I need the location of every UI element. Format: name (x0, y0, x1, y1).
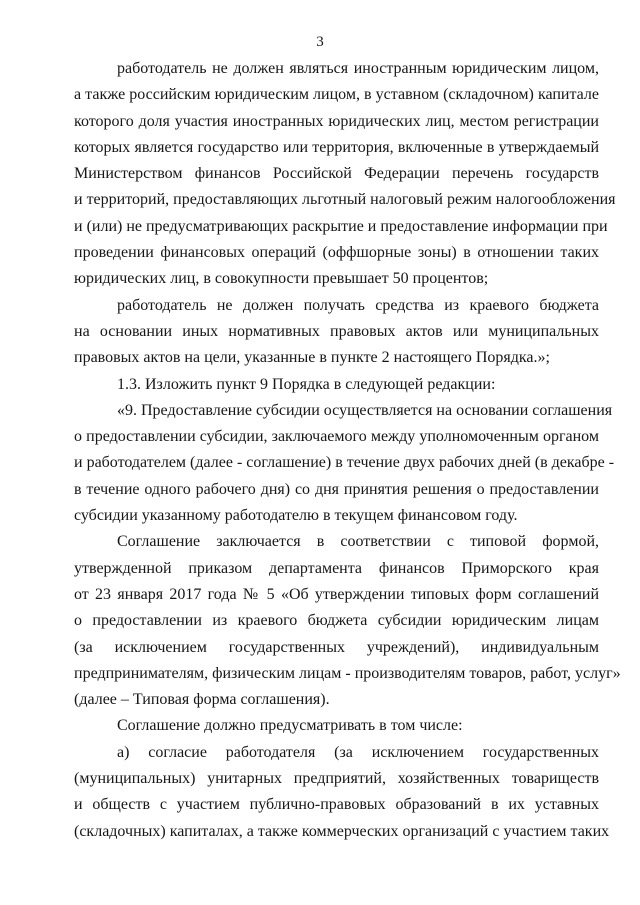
document-body (74, 56, 621, 845)
text-line: «9. Предоставление субсидии осуществляется на основании соглашения (117, 401, 613, 419)
page-number: 3 (316, 34, 324, 50)
text-line: (складочных) капиталах, а также коммерческих организаций с участием таких (74, 822, 610, 840)
text-line: (за исключением государственных учреждений), индивидуальным (74, 638, 599, 656)
text-line: и территорий, предоставляющих льготный налоговый режим налогообложения (74, 191, 616, 209)
text-line: Соглашение должно предусматривать в том числе: (117, 717, 463, 735)
text-line: и обществ с участием публично-правовых образований в их уставных (74, 796, 599, 814)
text-line: Соглашение заключается в соответствии с типовой формой, (117, 533, 599, 551)
text-line: на основании иных нормативных правовых актов или муниципальных (74, 322, 599, 340)
text-line: правовых актов на цели, указанные в пункте 2 настоящего Порядка.»; (74, 349, 550, 367)
text-line: утвержденной приказом департамента финансов Приморского края (74, 559, 599, 577)
text-line: работодатель не должен получать средства из краевого бюджета (117, 296, 599, 314)
text-line: юридических лиц, в совокупности превышает 50 процентов; (74, 270, 489, 288)
text-line: о предоставлении субсидии, заключаемого между уполномоченным органом (74, 428, 599, 446)
text-line: Министерством финансов Российской Федерации перечень государств (74, 165, 599, 183)
text-line: в течение одного рабочего дня) со дня принятия решения о предоставлении (74, 480, 599, 498)
text-line: предпринимателям, физическим лицам - производителям товаров, работ, услуг» (74, 664, 621, 682)
text-line: проведении финансовых операций (оффшорные зоны) в отношении таких (74, 244, 599, 262)
text-line: которого доля участия иностранных юридических лиц, местом регистрации (74, 112, 599, 130)
text-line: которых является государство или территория, включенные в утверждаемый (74, 138, 599, 156)
text-line: (далее – Типовая форма соглашения). (74, 691, 330, 709)
text-line: 1.3. Изложить пункт 9 Порядка в следующей редакции: (117, 375, 496, 393)
text-line: работодатель не должен являться иностранным юридическим лицом, (117, 60, 599, 77)
text-line: и работодателем (далее - соглашение) в течение двух рабочих дней (в декабре - (74, 454, 615, 472)
text-line: от 23 января 2017 года № 5 «Об утверждении типовых форм соглашений (74, 585, 599, 603)
text-line: субсидии указанному работодателю в текущем финансовом году. (74, 507, 518, 525)
text-line: а также российским юридическим лицом, в уставном (складочном) капитале (74, 86, 599, 104)
text-line: (муниципальных) унитарных предприятий, хозяйственных товариществ (74, 770, 599, 788)
text-line: и (или) не предусматривающих раскрытие и предоставление информации при (74, 217, 608, 235)
text-line: а) согласие работодателя (за исключением государственных (117, 743, 599, 761)
text-line: о предоставлении из краевого бюджета субсидии юридическим лицам (74, 612, 599, 630)
